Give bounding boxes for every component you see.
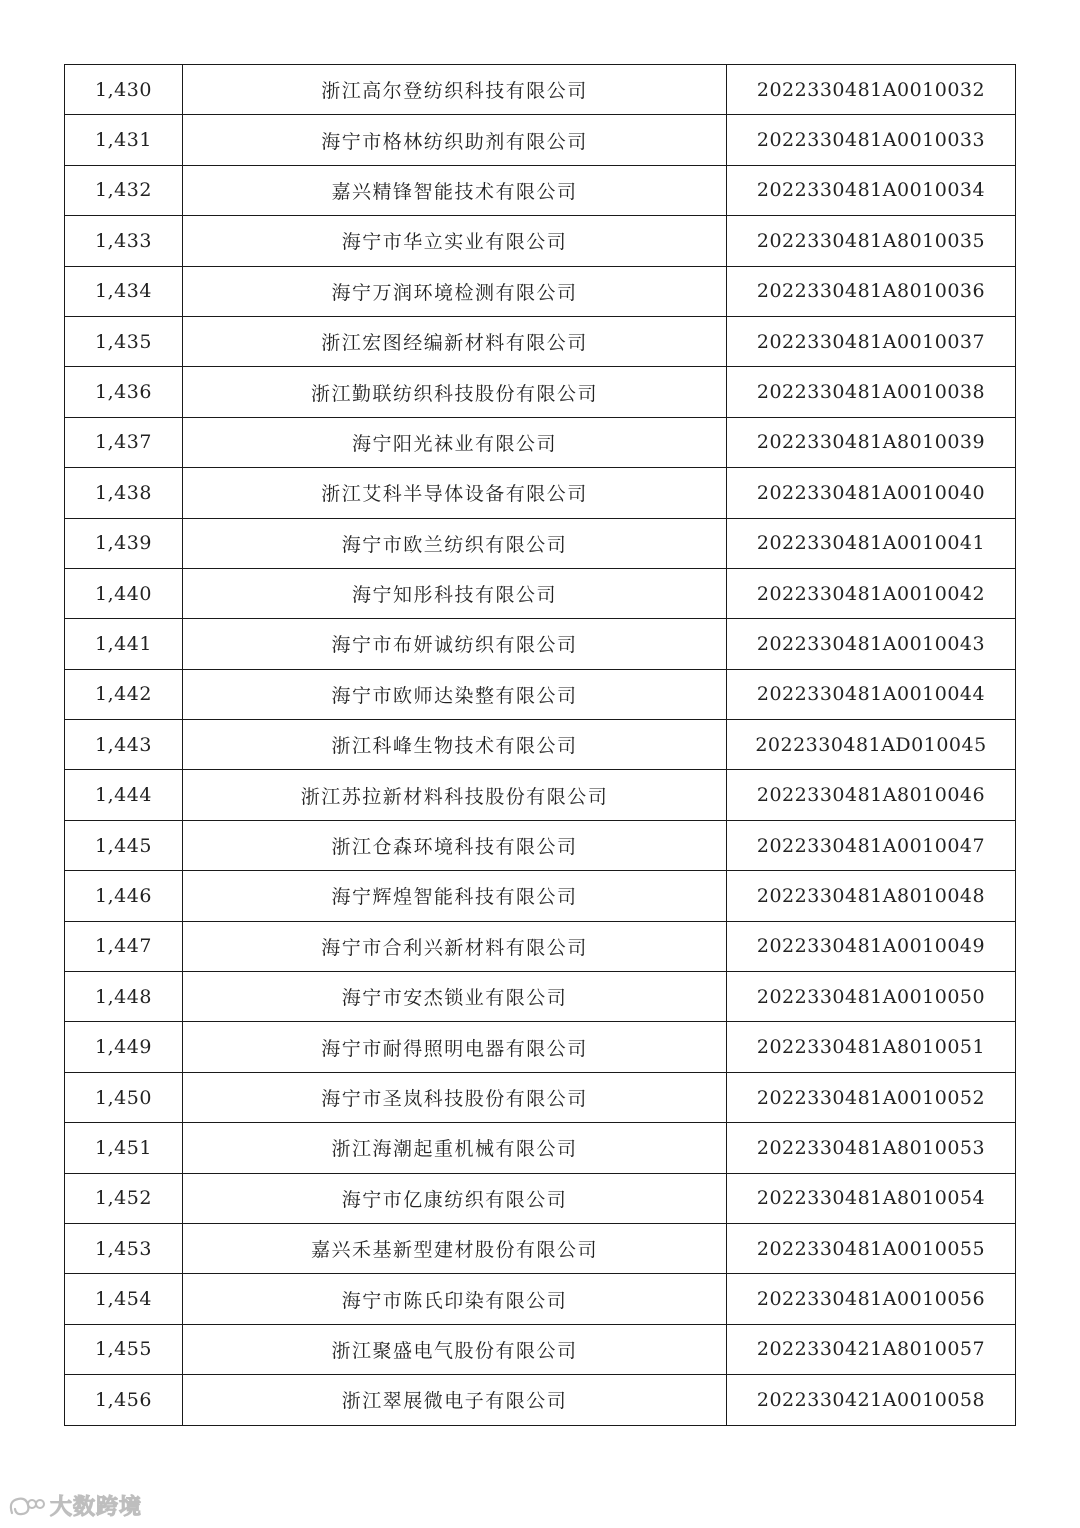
company-name: 海宁阳光袜业有限公司 — [183, 417, 727, 467]
row-number: 1,445 — [65, 820, 183, 870]
row-number: 1,456 — [65, 1375, 183, 1425]
registration-code: 2022330481A8010039 — [727, 417, 1016, 467]
table-row — [65, 720, 1016, 770]
company-name: 浙江苏拉新材料科技股份有限公司 — [183, 770, 727, 820]
company-name: 浙江艾科半导体设备有限公司 — [183, 468, 727, 518]
registration-code: 2022330481A0010044 — [727, 669, 1016, 719]
company-name: 浙江科峰生物技术有限公司 — [183, 720, 727, 770]
table-row — [65, 1324, 1016, 1374]
table-row — [65, 266, 1016, 316]
row-number: 1,450 — [65, 1072, 183, 1122]
table-row — [65, 1123, 1016, 1173]
registration-code: 2022330481A8010051 — [727, 1022, 1016, 1072]
company-name: 浙江勤联纺织科技股份有限公司 — [183, 367, 727, 417]
row-number: 1,436 — [65, 367, 183, 417]
table-row — [65, 1274, 1016, 1324]
table-row — [65, 619, 1016, 669]
row-number: 1,455 — [65, 1324, 183, 1374]
registration-code: 2022330481A0010047 — [727, 820, 1016, 870]
company-name: 浙江聚盛电气股份有限公司 — [183, 1324, 727, 1374]
row-number: 1,434 — [65, 266, 183, 316]
registration-code: 2022330481A0010042 — [727, 568, 1016, 618]
table-row — [65, 367, 1016, 417]
company-name: 海宁市合利兴新材料有限公司 — [183, 921, 727, 971]
registration-code: 2022330481A0010049 — [727, 921, 1016, 971]
registration-code: 2022330481A8010054 — [727, 1173, 1016, 1223]
table-row — [65, 1375, 1016, 1425]
row-number: 1,451 — [65, 1123, 183, 1173]
table-row — [65, 216, 1016, 266]
row-number: 1,431 — [65, 115, 183, 165]
row-number: 1,448 — [65, 972, 183, 1022]
row-number: 1,453 — [65, 1223, 183, 1273]
registration-code: 2022330481A8010053 — [727, 1123, 1016, 1173]
row-number: 1,447 — [65, 921, 183, 971]
registration-code: 2022330481AD010045 — [727, 720, 1016, 770]
table-row — [65, 1173, 1016, 1223]
watermark — [6, 1490, 142, 1521]
company-list-table — [64, 64, 1016, 1426]
registration-code: 2022330481A0010032 — [727, 65, 1016, 115]
row-number: 1,446 — [65, 871, 183, 921]
registration-code: 2022330481A0010034 — [727, 165, 1016, 215]
table-row — [65, 65, 1016, 115]
table-row — [65, 871, 1016, 921]
row-number: 1,454 — [65, 1274, 183, 1324]
table-row — [65, 518, 1016, 568]
company-name: 海宁市布妍诚纺织有限公司 — [183, 619, 727, 669]
table-row — [65, 1072, 1016, 1122]
registration-code: 2022330481A0010052 — [727, 1072, 1016, 1122]
registration-code: 2022330421A8010057 — [727, 1324, 1016, 1374]
registration-code: 2022330481A0010043 — [727, 619, 1016, 669]
table-row — [65, 921, 1016, 971]
registration-code: 2022330421A0010058 — [727, 1375, 1016, 1425]
registration-code: 2022330481A0010050 — [727, 972, 1016, 1022]
table-row — [65, 972, 1016, 1022]
company-name: 浙江高尔登纺织科技有限公司 — [183, 65, 727, 115]
company-name: 浙江仓森环境科技有限公司 — [183, 820, 727, 870]
table-row — [65, 316, 1016, 366]
company-name: 海宁市亿康纺织有限公司 — [183, 1173, 727, 1223]
row-number: 1,432 — [65, 165, 183, 215]
table-row — [65, 820, 1016, 870]
registration-code: 2022330481A0010055 — [727, 1223, 1016, 1273]
company-name: 浙江海潮起重机械有限公司 — [183, 1123, 727, 1173]
company-name: 海宁市欧兰纺织有限公司 — [183, 518, 727, 568]
row-number: 1,449 — [65, 1022, 183, 1072]
row-number: 1,452 — [65, 1173, 183, 1223]
table-row — [65, 417, 1016, 467]
registration-code: 2022330481A8010035 — [727, 216, 1016, 266]
company-name: 浙江翠展微电子有限公司 — [183, 1375, 727, 1425]
row-number: 1,433 — [65, 216, 183, 266]
row-number: 1,444 — [65, 770, 183, 820]
company-name: 海宁市圣岚科技股份有限公司 — [183, 1072, 727, 1122]
table-row — [65, 468, 1016, 518]
table-row — [65, 770, 1016, 820]
registration-code: 2022330481A0010040 — [727, 468, 1016, 518]
table-body — [65, 65, 1016, 1426]
row-number: 1,438 — [65, 468, 183, 518]
row-number: 1,437 — [65, 417, 183, 467]
registration-code: 2022330481A0010037 — [727, 316, 1016, 366]
company-name: 海宁万润环境检测有限公司 — [183, 266, 727, 316]
table-row — [65, 115, 1016, 165]
table-row — [65, 165, 1016, 215]
row-number: 1,430 — [65, 65, 183, 115]
registration-code: 2022330481A8010046 — [727, 770, 1016, 820]
table-row — [65, 568, 1016, 618]
company-name: 海宁市华立实业有限公司 — [183, 216, 727, 266]
company-name: 海宁辉煌智能科技有限公司 — [183, 871, 727, 921]
row-number: 1,442 — [65, 669, 183, 719]
company-name: 嘉兴禾基新型建材股份有限公司 — [183, 1223, 727, 1273]
company-name: 海宁市耐得照明电器有限公司 — [183, 1022, 727, 1072]
registration-code: 2022330481A0010041 — [727, 518, 1016, 568]
company-name: 海宁市安杰锁业有限公司 — [183, 972, 727, 1022]
registration-code: 2022330481A8010048 — [727, 871, 1016, 921]
registration-code: 2022330481A8010036 — [727, 266, 1016, 316]
company-name: 海宁市欧师达染整有限公司 — [183, 669, 727, 719]
row-number: 1,435 — [65, 316, 183, 366]
brand-logo-icon — [6, 1493, 46, 1519]
company-name: 海宁知彤科技有限公司 — [183, 568, 727, 618]
registration-code: 2022330481A0010056 — [727, 1274, 1016, 1324]
row-number: 1,439 — [65, 518, 183, 568]
company-name: 海宁市陈氏印染有限公司 — [183, 1274, 727, 1324]
registration-code: 2022330481A0010033 — [727, 115, 1016, 165]
row-number: 1,443 — [65, 720, 183, 770]
watermark-text: 大数跨境 — [50, 1495, 143, 1520]
table-row — [65, 1022, 1016, 1072]
table-row — [65, 1223, 1016, 1273]
table-row — [65, 669, 1016, 719]
registration-code: 2022330481A0010038 — [727, 367, 1016, 417]
row-number: 1,441 — [65, 619, 183, 669]
company-name: 嘉兴精锋智能技术有限公司 — [183, 165, 727, 215]
company-name: 海宁市格林纺织助剂有限公司 — [183, 115, 727, 165]
company-name: 浙江宏图经编新材料有限公司 — [183, 316, 727, 366]
row-number: 1,440 — [65, 568, 183, 618]
